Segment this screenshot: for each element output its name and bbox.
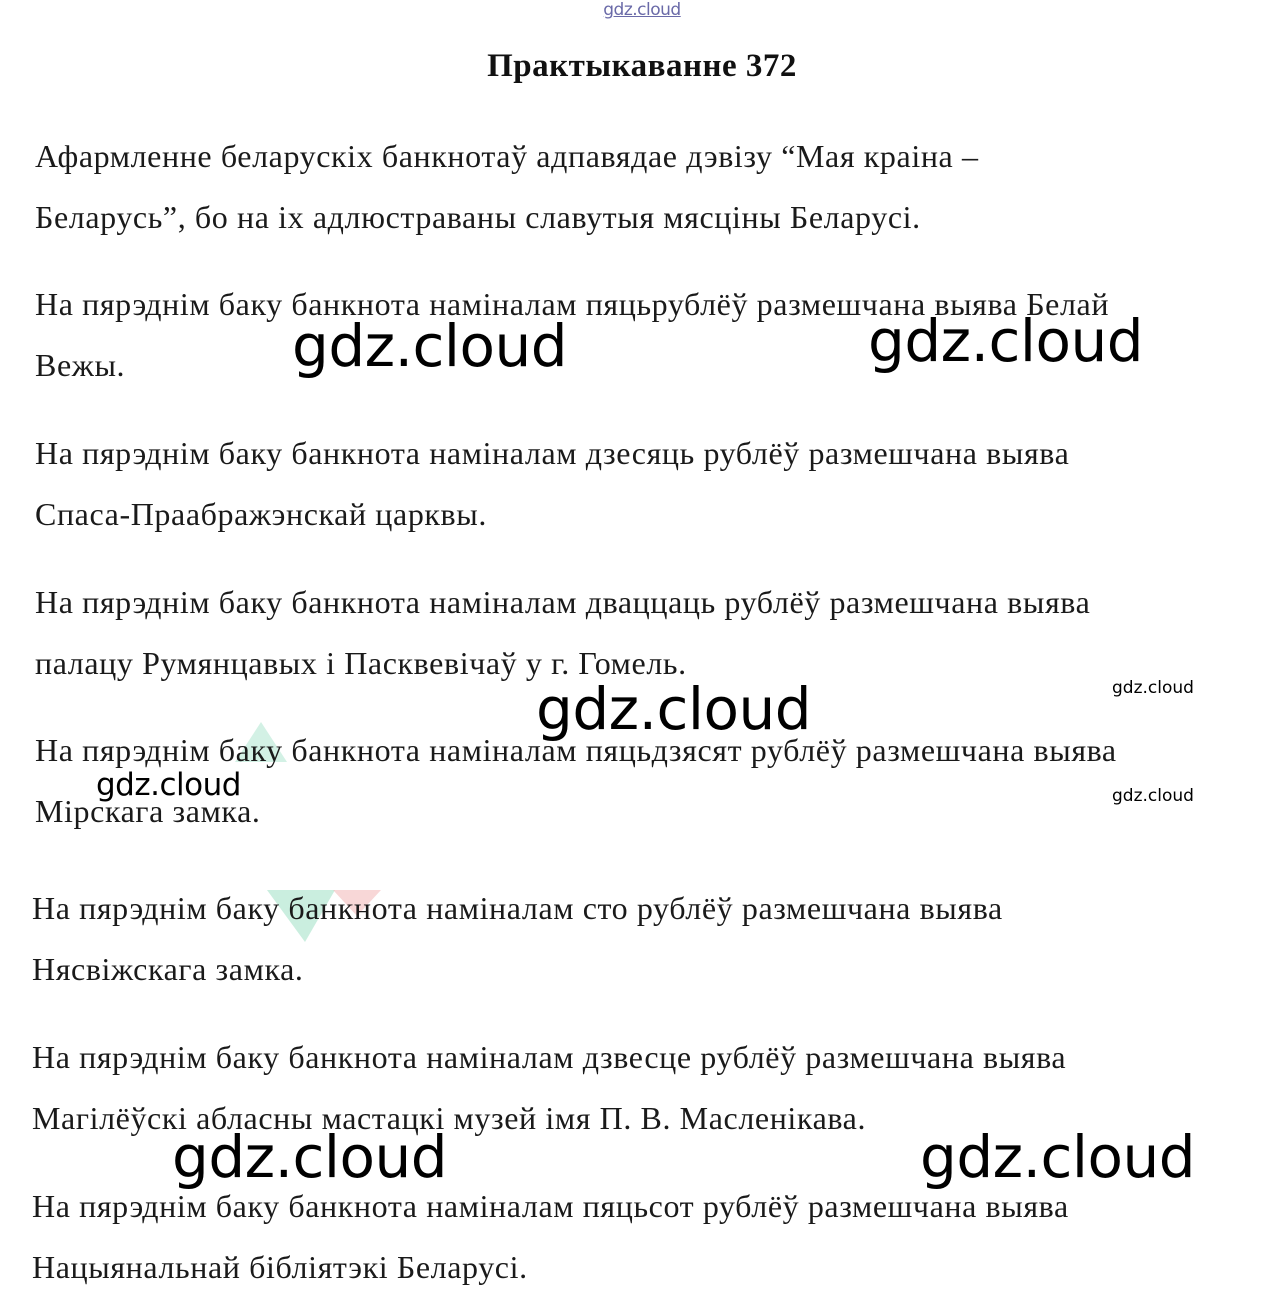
paragraph-line: Афармленне беларускіх банкнотаў адпавядае дэвізу “Мая краіна – bbox=[35, 138, 979, 174]
paragraph-line: Нясвіжскага замка. bbox=[32, 951, 304, 987]
paragraph-1 bbox=[35, 126, 979, 248]
watermark: gdz.cloud bbox=[1112, 678, 1194, 698]
paragraph-line: Мірскага замка. bbox=[35, 793, 261, 829]
paragraph-line: На пярэднім баку банкнота наміналам дзесяць рублёў размешчана выява bbox=[35, 435, 1070, 471]
watermark: gdz.cloud bbox=[1112, 786, 1194, 806]
watermark: gdz.cloud bbox=[96, 767, 241, 803]
watermark: gdz.cloud bbox=[868, 307, 1144, 375]
paragraph-line: Нацыянальнай бібліятэкі Беларусі. bbox=[32, 1249, 528, 1285]
watermark: gdz.cloud bbox=[536, 675, 812, 743]
paragraph-line: палацу Румянцавых і Пасквевічаў у г. Гомель. bbox=[35, 645, 687, 681]
paragraph-line: На пярэднім баку банкнота наміналам сто рублёў размешчана выява bbox=[32, 890, 1003, 926]
paragraph-line: На пярэднім баку банкнота наміналам пяцьсот рублёў размешчана выява bbox=[32, 1188, 1069, 1224]
paragraph-line: На пярэднім баку банкнота наміналам дзвесце рублёў размешчана выява bbox=[32, 1039, 1067, 1075]
watermark: gdz.cloud bbox=[292, 312, 568, 380]
page-title: Практыкаванне 372 bbox=[487, 48, 797, 84]
paragraph-3 bbox=[35, 423, 1069, 545]
paragraph-line: На пярэднім баку банкнота наміналам пяцьдзясят рублёў размешчана выява bbox=[35, 732, 1117, 768]
watermark: gdz.cloud bbox=[920, 1123, 1196, 1191]
paragraph-line: Вежы. bbox=[35, 347, 126, 383]
paragraph-line: Беларусь”, бо на іх адлюстраваны славутыя мясціны Беларусі. bbox=[35, 199, 921, 235]
watermark: gdz.cloud bbox=[172, 1123, 448, 1191]
paragraph-line: На пярэднім баку банкнота наміналам дваццаць рублёў размешчана выява bbox=[35, 584, 1091, 620]
paragraph-line: На пярэднім баку банкнота наміналам пяцьрублёў размешчана выява Белай bbox=[35, 286, 1110, 322]
paragraph-8 bbox=[32, 1176, 1069, 1298]
paragraph-6 bbox=[32, 878, 1003, 1000]
paragraph-line: Спаса-Праабражэнскай царквы. bbox=[35, 496, 487, 532]
top-watermark-link[interactable]: gdz.cloud bbox=[603, 0, 681, 20]
paragraph-line: Магілёўскі абласны мастацкі музей імя П. В. Масленікава. bbox=[32, 1100, 867, 1136]
